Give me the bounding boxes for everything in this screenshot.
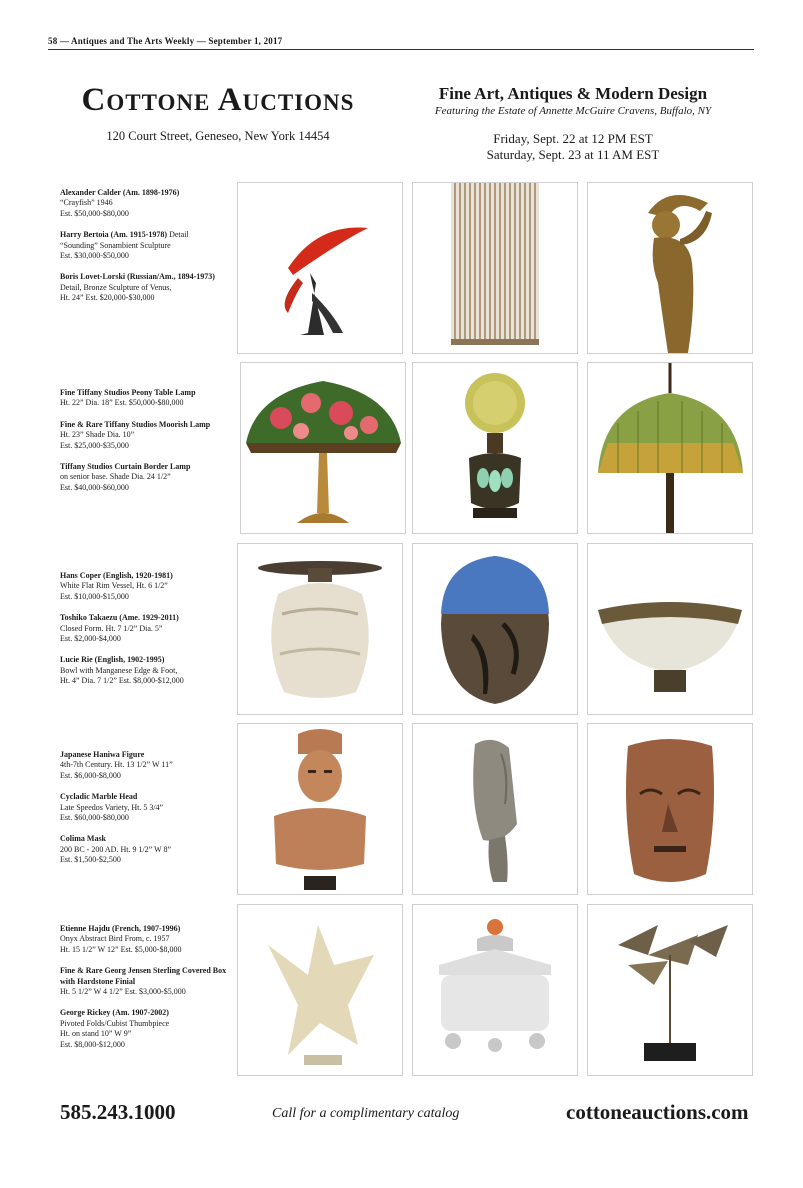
caption-line: Est. $40,000-$60,000 bbox=[60, 482, 129, 492]
bronze-figure-icon bbox=[588, 183, 752, 353]
caption-name: Cycladic Marble Head bbox=[60, 792, 138, 802]
caption-line: Bowl with Manganese Edge & Foot, bbox=[60, 665, 178, 675]
footer-call: Call for a complimentary catalog bbox=[272, 1106, 460, 1121]
kinetic-sculpture-icon bbox=[588, 905, 752, 1075]
caption-curtain-lamp bbox=[60, 462, 235, 493]
captions-row-4 bbox=[60, 750, 235, 877]
closed-form-icon bbox=[413, 544, 577, 714]
caption-line: Est. $10,000-$15,000 bbox=[60, 591, 129, 601]
photo-jensen bbox=[412, 904, 578, 1076]
caption-rie bbox=[60, 655, 235, 686]
caption-name: Hans Coper (English, 1920-1981) bbox=[60, 571, 173, 580]
caption-line: Detail, Bronze Sculpture of Venus, bbox=[60, 282, 172, 292]
photo-colima bbox=[587, 723, 753, 895]
event-block bbox=[418, 84, 728, 164]
caption-line: Est. $60,000-$80,000 bbox=[60, 812, 129, 822]
photo-takaezu bbox=[412, 543, 578, 715]
caption-line: “Sounding” Sonambient Sculpture bbox=[60, 240, 171, 250]
curtain-lamp-icon bbox=[588, 363, 752, 533]
photo-rie bbox=[587, 543, 753, 715]
caption-name: Fine & Rare Georg Jensen Sterling Covered Box with Hardstone Finial bbox=[60, 966, 227, 986]
caption-line: Closed Form. Ht. 7 1/2” Dia. 5” bbox=[60, 623, 163, 633]
caption-name: Fine & Rare Tiffany Studios Moorish Lamp bbox=[60, 419, 211, 429]
caption-line: Est. $25,000-$35,000 bbox=[60, 440, 129, 450]
caption-line: Est. $8,000-$12,000 bbox=[60, 1039, 125, 1049]
caption-cycladic bbox=[60, 792, 235, 823]
photo-peony-lamp bbox=[240, 362, 406, 534]
photo-bertoia bbox=[412, 182, 578, 354]
caption-peony-lamp bbox=[60, 388, 235, 409]
photo-hajdu bbox=[237, 904, 403, 1076]
caption-line: Late Speedos Variety, Ht. 5 3/4” bbox=[60, 802, 164, 812]
caption-haniwa bbox=[60, 750, 235, 781]
caption-line: Est. $50,000-$80,000 bbox=[60, 208, 129, 218]
caption-name: Fine Tiffany Studios Peony Table Lamp bbox=[60, 388, 196, 397]
event-date-2: Saturday, Sept. 23 at 11 AM EST bbox=[486, 147, 660, 163]
bowl-icon bbox=[588, 544, 752, 714]
event-title: Fine Art, Antiques & Modern Design bbox=[438, 84, 708, 103]
marble-head-icon bbox=[413, 724, 577, 894]
photo-curtain-lamp bbox=[587, 362, 753, 534]
caption-name: Tiffany Studios Curtain Border Lamp bbox=[60, 461, 191, 471]
photo-coper bbox=[237, 543, 403, 715]
caption-moorish-lamp bbox=[60, 420, 235, 451]
caption-line: Est. $1,500-$2,500 bbox=[60, 855, 121, 865]
caption-line: Est. $30,000-$50,000 bbox=[60, 250, 129, 260]
vessel-icon bbox=[238, 544, 402, 714]
captions-row-3 bbox=[60, 571, 235, 698]
photo-cycladic bbox=[412, 723, 578, 895]
caption-line: Est. $2,000-$4,000 bbox=[60, 633, 121, 643]
haniwa-figure-icon bbox=[238, 724, 402, 894]
brand-block bbox=[58, 84, 378, 144]
caption-hajdu bbox=[60, 924, 235, 955]
caption-name: Colima Mask bbox=[60, 834, 106, 844]
photo-lovet-lorski bbox=[587, 182, 753, 354]
caption-line: 200 BC - 200 AD. Ht. 9 1/2” W 8” bbox=[60, 844, 172, 854]
caption-line: Ht. on stand 10” W 9” bbox=[60, 1029, 132, 1039]
caption-coper bbox=[60, 571, 235, 602]
photo-rickey bbox=[587, 904, 753, 1076]
footer-website[interactable]: cottoneauctions.com bbox=[566, 1100, 749, 1124]
caption-lovet-lorski bbox=[60, 272, 235, 303]
moorish-lamp-icon bbox=[413, 363, 577, 533]
caption-line: White Flat Rim Vessel, Ht. 6 1/2” bbox=[60, 581, 168, 591]
brand-address: 120 Court Street, Geneseo, New York 14454 bbox=[106, 129, 330, 143]
caption-takaezu bbox=[60, 613, 235, 644]
caption-line: on senior base. Shade Dia. 24 1/2” bbox=[60, 472, 171, 482]
event-dates bbox=[418, 131, 728, 164]
photo-calder bbox=[237, 182, 403, 354]
caption-jensen bbox=[60, 966, 235, 997]
caption-line: Ht. 15 1/2” W 12” Est. $5,000-$8,000 bbox=[60, 944, 182, 954]
caption-name: Lucie Rie (English, 1902-1995) bbox=[60, 655, 165, 665]
onyx-bird-icon bbox=[238, 905, 402, 1075]
captions-row-5 bbox=[60, 924, 235, 1061]
event-date-1: Friday, Sept. 22 at 12 PM EST bbox=[493, 131, 653, 146]
caption-line: “Crayfish” 1946 bbox=[60, 198, 113, 208]
caption-line: Est. $6,000-$8,000 bbox=[60, 770, 121, 780]
caption-rickey bbox=[60, 1008, 235, 1050]
caption-line: Pivoted Folds/Cubist Thumbpiece bbox=[60, 1018, 170, 1028]
caption-name: Japanese Haniwa Figure bbox=[60, 750, 145, 759]
caption-line: Onyx Abstract Bird From, c. 1957 bbox=[60, 934, 170, 944]
caption-line: Ht. 4” Dia. 7 1/2” Est. $8,000-$12,000 bbox=[60, 676, 184, 686]
caption-colima bbox=[60, 834, 235, 865]
photo-haniwa bbox=[237, 723, 403, 895]
caption-line: 4th-7th Century. Ht. 13 1/2” W 11” bbox=[60, 760, 173, 770]
brand-name: Cottone Auctions bbox=[81, 82, 355, 118]
mobile-sculpture-icon bbox=[238, 183, 402, 353]
footer-phone[interactable]: 585.243.1000 bbox=[60, 1100, 176, 1124]
caption-bertoia bbox=[60, 230, 235, 261]
caption-name: Etienne Hajdu (French, 1907-1996) bbox=[60, 924, 181, 933]
caption-name: Harry Bertoia (Am. 1915-1978) bbox=[60, 230, 168, 240]
running-head: 58 — Antiques and The Arts Weekly — September 1, 2017 bbox=[48, 36, 754, 50]
caption-name: George Rickey (Am. 1907-2002) bbox=[60, 1008, 169, 1018]
rod-sculpture-icon bbox=[413, 183, 577, 353]
event-subtitle: Featuring the Estate of Annette McGuire Cravens, Buffalo, NY bbox=[434, 105, 712, 117]
photo-moorish-lamp bbox=[412, 362, 578, 534]
caption-calder bbox=[60, 188, 235, 219]
silver-box-icon bbox=[413, 905, 577, 1075]
caption-name: Boris Lovet-Lorski (Russian/Am., 1894-1973) bbox=[60, 272, 215, 282]
caption-line: Ht. 5 1/2” W 4 1/2” Est. $3,000-$5,000 bbox=[60, 986, 186, 996]
caption-line: Ht. 23” Shade Dia. 10” bbox=[60, 430, 135, 440]
peony-lamp-icon bbox=[241, 363, 405, 533]
caption-line: Ht. 22” Dia. 18” Est. $50,000-$80,000 bbox=[60, 398, 184, 408]
caption-line: Ht. 24” Est. $20,000-$30,000 bbox=[60, 293, 155, 303]
captions-row-1 bbox=[60, 188, 235, 315]
caption-name-suffix: Detail bbox=[167, 230, 189, 240]
captions-row-2 bbox=[60, 388, 235, 504]
caption-name: Toshiko Takaezu (Ame. 1929-2011) bbox=[60, 613, 179, 623]
caption-name: Alexander Calder (Am. 1898-1976) bbox=[60, 188, 180, 197]
mask-icon bbox=[588, 724, 752, 894]
